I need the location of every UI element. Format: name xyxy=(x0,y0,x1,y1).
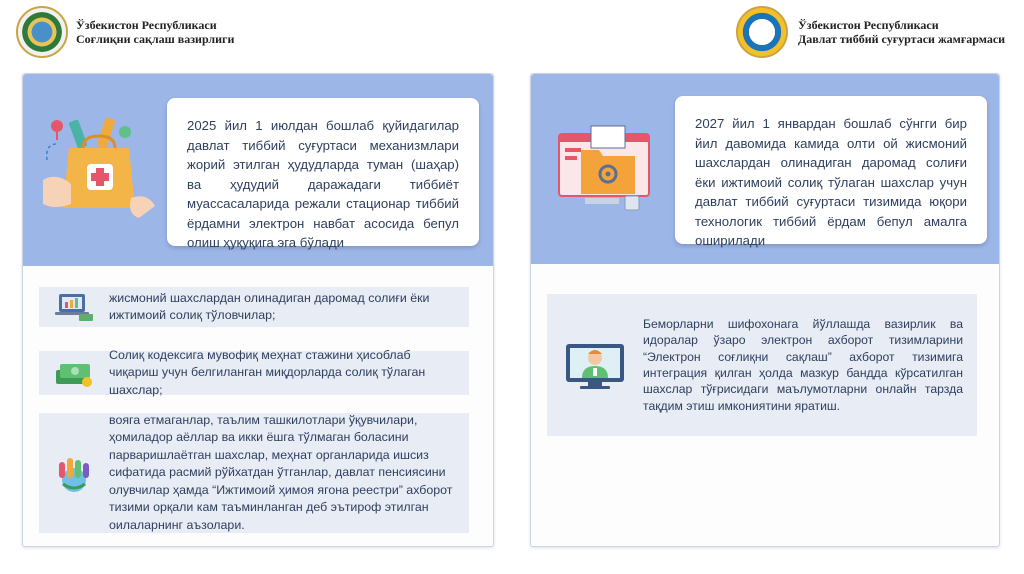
left-intro-card: 2025 йил 1 июлдан бошлаб қуйидагилар давлат тиббий суғуртаси механизмлари жорий этилган ҳудудларда туман (шаҳар) ва ҳудудий даражадаги тиббиёт муассасаларида режали стационар тиббий ёрдамни электрон навбат асосида бепул олиш ҳуқуқига эга бўлади xyxy=(167,98,479,246)
folder-gear-icon xyxy=(555,124,655,214)
header-left xyxy=(16,6,234,58)
ministry-name xyxy=(76,18,234,46)
fund-name xyxy=(798,18,1005,46)
laptop-money-icon xyxy=(53,292,95,322)
fund-name-line1: Ўзбекистон Республикаси xyxy=(798,18,939,32)
list-item-text: жисмоний шахслардан олинадиган даромад солиғи ёки ижтимоий солиқ тўловчилар; xyxy=(109,290,430,322)
right-intro-card: 2027 йил 1 январдан бошлаб сўнгги бир йил давомида камида олти ой жисмоний шахслардан олинадиган даромад солиғи ёки ижтимоий солиқ тўлаган шахслар учун давлат тиббий суғуртаси тизимида юқори технологик тиббий ёрдам бепул амалга оширилади xyxy=(675,96,987,244)
list-item-text: Беморларни шифохонага йўллашда вазирлик ва идоралар ўзаро электрон ахборот тизимларини “Электрон соғлиқни сақлаш” ахборот тизимига интеграция қилган ҳолда мазкур бандда кўрсатилган шахслар тўғрисидаги маълумотларни онлайн тарзда тақдим этиш имкониятини яратиш. xyxy=(643,316,963,413)
list-item xyxy=(547,294,977,436)
health-insurance-fund-logo-icon xyxy=(736,6,788,58)
list-item xyxy=(39,287,469,327)
ministry-name-line2: Соғлиқни сақлаш вазирлиги xyxy=(76,32,235,46)
left-panel xyxy=(22,73,494,547)
money-stack-icon xyxy=(54,358,94,388)
state-emblem-icon xyxy=(16,6,68,58)
right-panel xyxy=(530,73,1000,547)
people-group-icon xyxy=(53,454,95,492)
doctor-monitor-icon xyxy=(564,338,626,392)
header-right xyxy=(736,6,1005,58)
list-item-text: Солиқ кодексига мувофиқ меҳнат стажини ҳисоблаб чиқариш учун белгиланган миқдорларда солиқ тўлаган шахслар; xyxy=(109,347,426,397)
list-item-text: вояга етмаганлар, таълим ташкилотлари ўқувчилари, ҳомиладор аёллар ва икки ёшга тўлмаган боласини парваришлаётган шахслар, меҳнат органларида ишсиз сифатида расмий рўйхатдан ўтганлар, давлат пенсиясини олувчилар ҳамда “Ижтимоий ҳимоя ягона реестри” ахборот тизими орқали кам таъминланган деб эътироф этилган оилаларнинг аъзолари. xyxy=(109,412,453,532)
fund-name-line2: Давлат тиббий суғуртаси жамғармаси xyxy=(798,32,1006,46)
ministry-name-line1: Ўзбекистон Республикаси xyxy=(76,18,217,32)
shopping-bag-medicine-icon xyxy=(43,114,155,224)
list-item xyxy=(39,347,469,397)
list-item xyxy=(39,413,469,533)
